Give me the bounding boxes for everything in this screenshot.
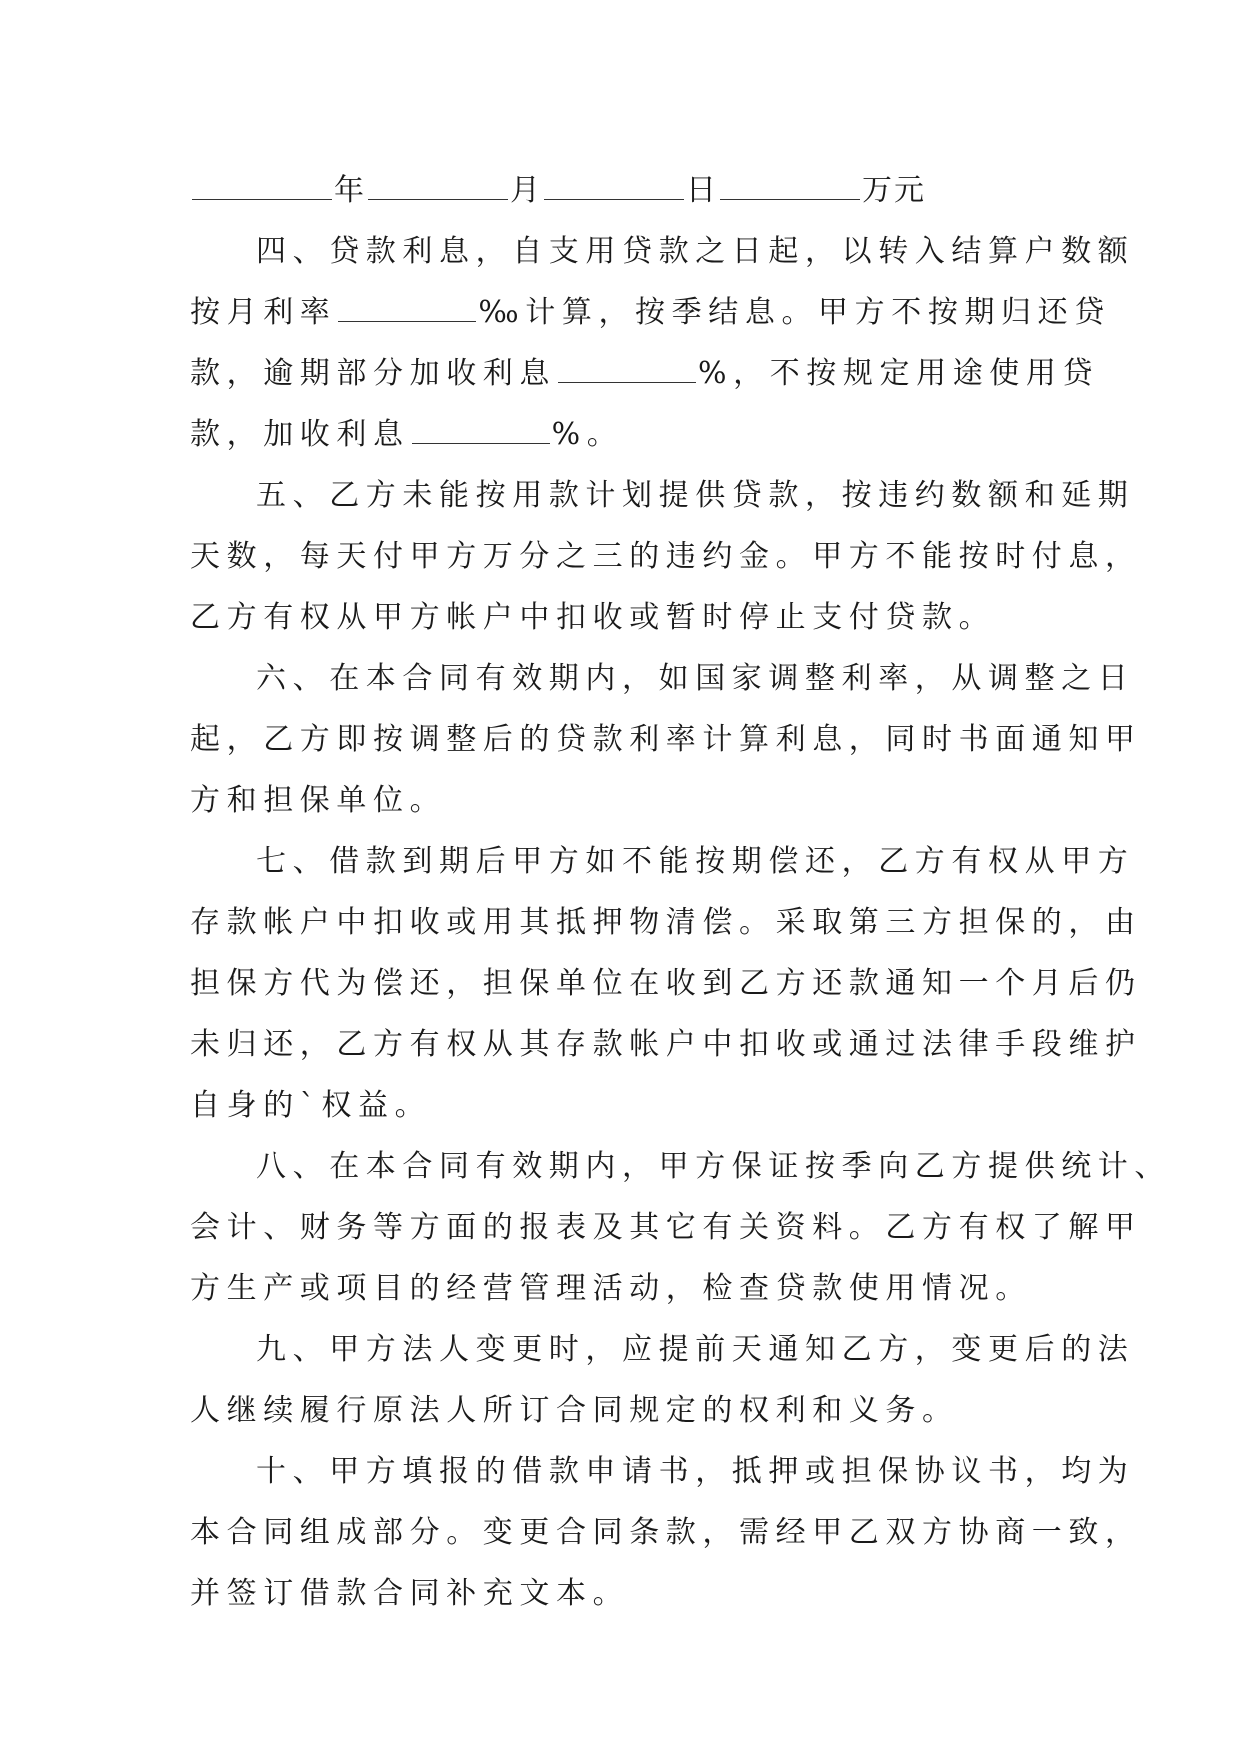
clause-line: 担保方代为偿还，担保单位在收到乙方还款通知一个月后仍 [190, 966, 1142, 1001]
clause-9 [190, 1319, 1135, 1441]
blank-field [368, 175, 508, 200]
clause-line: 人继续履行原法人所订合同规定的权利和义务。 [190, 1393, 959, 1428]
blank-field [338, 297, 476, 322]
text-run: ‰计算，按季结息。甲方不按期归还贷 [478, 295, 1111, 330]
clause-line: 起，乙方即按调整后的贷款利率计算利息，同时书面通知甲 [190, 722, 1142, 757]
clause-line: 乙方有权从甲方帐户中扣收或暂时停止支付贷款。 [190, 600, 996, 635]
clause-line: 五、乙方未能按用款计划提供贷款，按违约数额和延期 [256, 478, 1135, 513]
clause-line: 七、借款到期后甲方如不能按期偿还，乙方有权从甲方 [256, 844, 1135, 879]
clause-line [190, 343, 1100, 404]
text-run: %。 [551, 417, 624, 452]
blank-field [412, 419, 550, 444]
clause-line: 本合同组成部分。变更合同条款，需经甲乙双方协商一致， [190, 1515, 1142, 1550]
blank-field [544, 175, 684, 200]
text-run: 款，加收利息 [190, 417, 410, 452]
clause-line: 未归还，乙方有权从其存款帐户中扣收或通过法律手段维护 [190, 1027, 1142, 1062]
clause-line: 方生产或项目的经营管理活动，检查贷款使用情况。 [190, 1271, 1032, 1306]
month-label: 月 [510, 173, 542, 208]
day-label: 日 [686, 173, 718, 208]
clause-line: 十、甲方填报的借款申请书，抵押或担保协议书，均为 [256, 1454, 1135, 1489]
clause-5 [190, 465, 1142, 648]
clause-line: 四、贷款利息，自支用贷款之日起，以转入结算户数额 [256, 234, 1135, 269]
document-page [190, 160, 1171, 1624]
clause-8 [190, 1136, 1171, 1319]
date-amount-line [190, 160, 1050, 221]
text-run: 按月利率 [190, 295, 337, 330]
blank-field [558, 358, 696, 383]
clause-line: 自身的`权益。 [190, 1088, 432, 1123]
clause-line [190, 282, 1111, 343]
clause-line: 并签订借款合同补充文本。 [190, 1576, 630, 1611]
unit-label: 万元 [862, 173, 926, 208]
clause-line [190, 404, 1050, 465]
clause-line: 会计、财务等方面的报表及其它有关资料。乙方有权了解甲 [190, 1210, 1142, 1245]
clause-4 [190, 221, 1135, 465]
blank-field [720, 175, 860, 200]
text-run: 款，逾期部分加收利息 [190, 356, 556, 391]
clause-line: 九、甲方法人变更时，应提前天通知乙方，变更后的法 [256, 1332, 1135, 1367]
clause-line: 天数，每天付甲方万分之三的违约金。甲方不能按时付息， [190, 539, 1142, 574]
text-run: %，不按规定用途使用贷 [698, 356, 1100, 391]
clause-7 [190, 831, 1142, 1136]
clause-line: 存款帐户中扣收或用其抵押物清偿。采取第三方担保的，由 [190, 905, 1142, 940]
clause-line: 八、在本合同有效期内，甲方保证按季向乙方提供统计、 [256, 1149, 1171, 1184]
clause-6 [190, 648, 1142, 831]
year-label: 年 [334, 173, 366, 208]
clause-line: 方和担保单位。 [190, 783, 447, 818]
clause-10 [190, 1441, 1142, 1624]
clause-line: 六、在本合同有效期内，如国家调整利率，从调整之日 [256, 661, 1135, 696]
blank-field [192, 175, 332, 200]
